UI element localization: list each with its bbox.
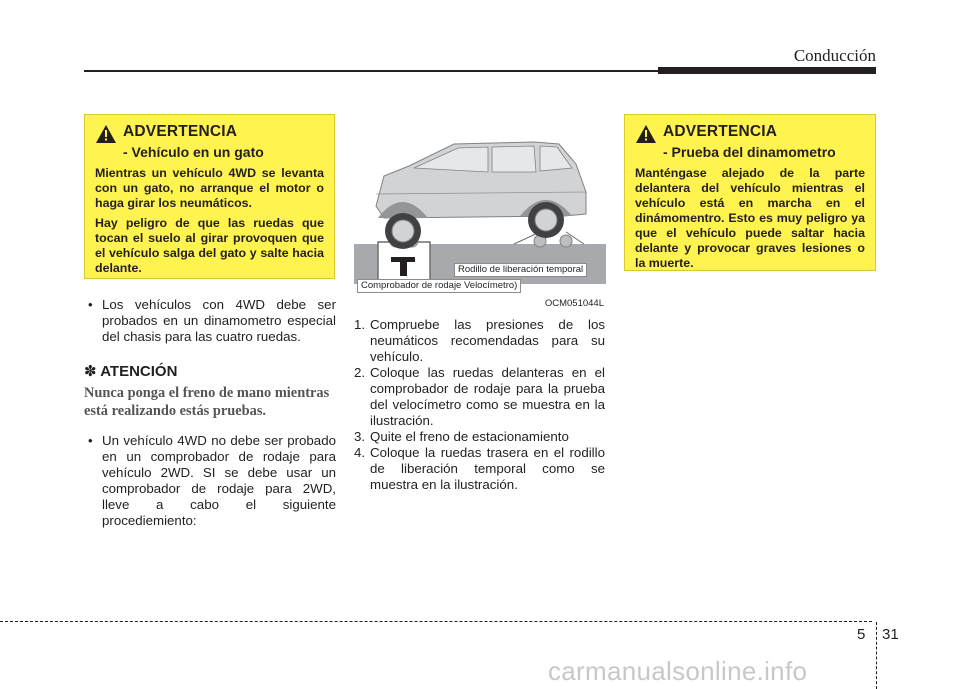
step-text: Coloque las ruedas delanteras en el comprobador de rodaje para la prueba del velocímetro como se muestra en la ilustración.	[370, 365, 605, 428]
bullet-item	[88, 433, 336, 529]
figure-code: OCM051044L	[544, 298, 604, 309]
footer-rule	[0, 621, 872, 622]
atencion-heading	[84, 362, 177, 380]
step-text: Quite el freno de estacionamiento	[370, 429, 569, 444]
atencion-note: Nunca ponga el freno de mano mientras está realizando estás pruebas.	[84, 385, 330, 419]
step-text: Coloque la ruedas trasera en el rodillo de liberación temporal como se muestra en la ilustración.	[370, 445, 605, 492]
bullet-dot: •	[88, 297, 93, 312]
bullet-item	[88, 297, 336, 345]
warning-title: ADVERTENCIA	[123, 123, 238, 140]
section-title: Conducción	[793, 46, 876, 65]
dynamometer-illustration	[354, 114, 606, 311]
warning-subtitle: - Vehículo en un gato	[123, 144, 264, 160]
header-bar	[658, 67, 876, 74]
label-release-roller: Rodillo de liberación temporal	[454, 263, 587, 277]
bullet-text: Los vehículos con 4WD debe ser probados en un dinamometro especial del chasis para las cuatro ruedas.	[102, 297, 336, 344]
warning-subtitle: - Prueba del dinamometro	[663, 144, 836, 160]
step-item	[354, 317, 605, 365]
warning-paragraph: Mientras un vehículo 4WD se levanta con un gato, no arranque el motor o haga girar los neumáticos.	[95, 166, 324, 210]
chapter-number: 5	[857, 626, 866, 643]
footer-divider	[876, 622, 877, 689]
header-rule	[84, 70, 658, 72]
page-number: 31	[882, 626, 899, 643]
step-item	[354, 429, 605, 445]
step-item	[354, 365, 605, 429]
step-number: 1.	[354, 317, 366, 332]
asterisk-icon: ✽	[84, 363, 97, 380]
step-number: 3.	[354, 429, 366, 444]
warning-paragraph: Hay peligro de que las ruedas que tocan el suelo al girar provoquen que el vehículo salga del gato y salte hacia delante.	[95, 216, 324, 275]
step-item	[354, 445, 605, 493]
watermark-site: carmanualsonline.info	[548, 656, 808, 686]
bullet-dot: •	[88, 433, 93, 448]
warning-paragraph: Manténgase alejado de la parte delantera del vehículo mientras el vehículo está en marcha en el dinámomentro. Esto es muy peligro ya que el vehículo puede saltar hacia delante y provocar graves lesiones o la muerte.	[635, 166, 865, 270]
bullet-text: Un vehículo 4WD no debe ser probado en un comprobador de rodaje para vehículo 2WD. SI se debe usar un comprobador de rodaje para 2WD, lleve a cabo el siguiente procediemiento:	[102, 433, 336, 528]
step-number: 2.	[354, 365, 366, 380]
step-text: Compruebe las presiones de los neumáticos recomendadas para su vehículo.	[370, 317, 605, 364]
atencion-title: ATENCIÓN	[100, 363, 178, 380]
warning-title: ADVERTENCIA	[663, 123, 778, 140]
step-number: 4.	[354, 445, 366, 460]
label-speed-tester: Comprobador de rodaje Velocímetro)	[357, 279, 521, 293]
warning-box-dynamometer	[624, 114, 876, 271]
warning-box-jack	[84, 114, 335, 279]
procedure-steps	[354, 317, 605, 493]
warning-triangle-icon	[635, 124, 657, 144]
warning-triangle-icon	[95, 124, 117, 144]
